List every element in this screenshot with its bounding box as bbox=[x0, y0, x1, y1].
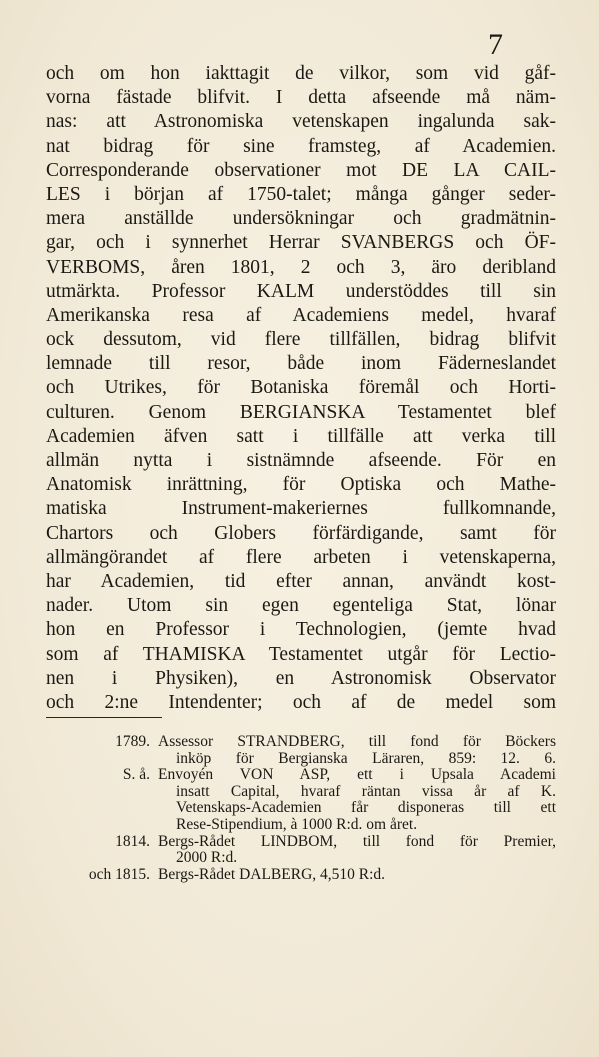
body-line: Academien äfven satt i tillfälle att verka till bbox=[46, 425, 556, 447]
body-line: utmärkta. Professor KALM understöddes till sin bbox=[46, 280, 556, 302]
footnote-text: 2000 R:d. bbox=[176, 849, 238, 867]
footnotes bbox=[46, 734, 556, 883]
footnote-line bbox=[46, 800, 556, 817]
body-line: mera anställde undersökningar och gradmätnin- bbox=[46, 208, 556, 230]
footnote-text: Bergs-Rådet LINDBOM, till fond för Premier, bbox=[158, 832, 556, 850]
footnote-year: S. å. bbox=[122, 766, 150, 784]
footnote-text: Rese-Stipendium, à 1000 R:d. om året. bbox=[176, 815, 418, 833]
footnote-line bbox=[46, 867, 556, 884]
body-line: lemnade till resor, både inom Fäderneslandet bbox=[46, 353, 556, 375]
footnote-year: 1789. bbox=[115, 733, 150, 750]
footnote-text: Assessor STRANDBERG, till fond för Böckers bbox=[158, 733, 556, 750]
footnote-text: Vetenskaps-Academien får disponeras till ett bbox=[176, 799, 556, 817]
footnote-text: Bergs-Rådet DALBERG, 4,510 R:d. bbox=[158, 865, 386, 883]
body-line: nat bidrag för sine framsteg, af Academien. bbox=[46, 135, 556, 157]
body-line: nader. Utom sin egen egenteliga Stat, lönar bbox=[46, 595, 556, 617]
body-line: och Utrikes, för Botaniska föremål och Horti- bbox=[46, 377, 556, 399]
page-number: 7 bbox=[488, 28, 503, 61]
footnote-line bbox=[46, 734, 556, 751]
body-line: Anatomisk inrättning, för Optiska och Mathe- bbox=[46, 474, 556, 496]
footnote-text: inköp för Bergianska Läraren, 859: 12. 6. bbox=[176, 749, 556, 767]
body-line: LES i början af 1750-talet; många gånger seder- bbox=[46, 183, 556, 205]
body-line: vorna fästade blifvit. I detta afseende må näm- bbox=[46, 87, 556, 109]
body-line: Chartors och Globers förfärdigande, samt för bbox=[46, 522, 556, 544]
footnote-line bbox=[46, 817, 556, 834]
body-line: och om hon iakttagit de vilkor, som vid gåf- bbox=[46, 63, 556, 84]
footnote-text: insatt Capital, hvaraf räntan vissa år af K. bbox=[176, 782, 556, 800]
footnote-line bbox=[46, 850, 556, 867]
footnote-line bbox=[46, 834, 556, 851]
body-line: nen i Physiken), en Astronomisk Observator bbox=[46, 667, 556, 689]
footnote-line bbox=[46, 767, 556, 784]
body-line: och 2:ne Intendenter; och af de medel som bbox=[46, 691, 556, 713]
body-line: Corresponderande observationer mot DE LA CAIL- bbox=[46, 159, 556, 181]
body-line: gar, och i synnerhet Herrar SVANBERGS och ÖF- bbox=[46, 232, 556, 254]
body-text bbox=[46, 62, 556, 715]
body-line: culturen. Genom BERGIANSKA Testamentet blef bbox=[46, 401, 556, 423]
body-line: som af THAMISKA Testamentet utgår för Lectio- bbox=[46, 643, 556, 665]
body-line: Amerikanska resa af Academiens medel, hvaraf bbox=[46, 304, 556, 326]
body-line: har Academien, tid efter annan, användt kost- bbox=[46, 570, 556, 592]
body-line: ock dessutom, vid flere tillfällen, bidrag blifvit bbox=[46, 329, 556, 351]
footnote-line bbox=[46, 751, 556, 768]
body-line: matiska Instrument-makeriernes fullkomnande, bbox=[46, 498, 556, 520]
footnote-year: och 1815. bbox=[88, 865, 150, 883]
footnote-year: 1814. bbox=[115, 832, 150, 850]
footnote-text: Envoyén VON ASP, ett i Upsala Academi bbox=[158, 766, 556, 784]
footnote-line bbox=[46, 784, 556, 801]
body-line: VERBOMS, åren 1801, 2 och 3, äro deribland bbox=[46, 256, 556, 278]
body-line: allmän nytta i sistnämnde afseende. För en bbox=[46, 450, 556, 471]
footnote-divider bbox=[46, 717, 162, 718]
body-line: nas: att Astronomiska vetenskapen ingalunda sak- bbox=[46, 111, 556, 133]
body-line: hon en Professor i Technologien, (jemte hvad bbox=[46, 619, 556, 641]
body-line: allmängörandet af flere arbeten i vetenskaperna, bbox=[46, 546, 556, 568]
